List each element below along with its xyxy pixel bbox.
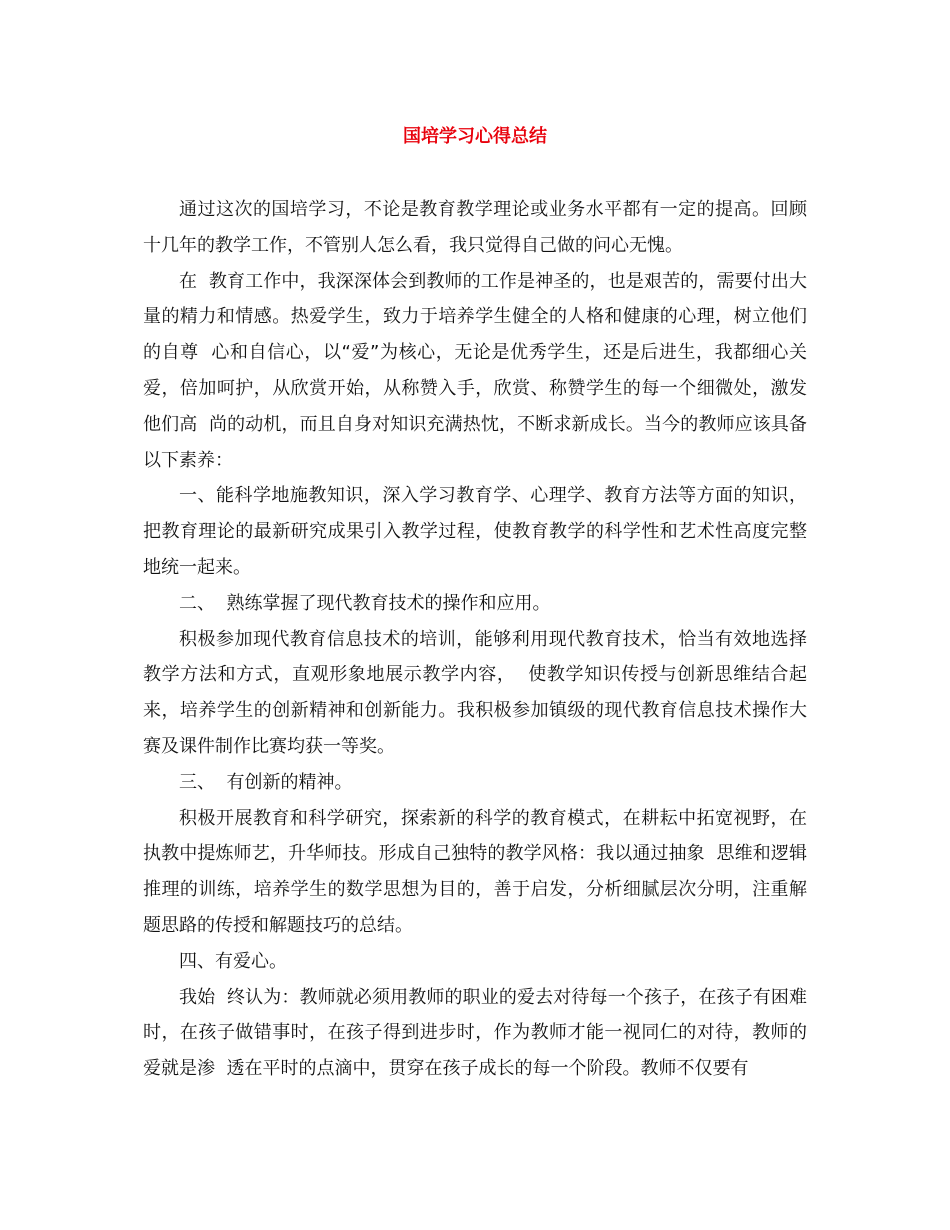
paragraph: 积极参加现代教育信息技术的培训，能够利用现代教育技术，恰当有效地选择教学方法和方式，直观形象地展示教学内容， 使教学知识传授与创新思维结合起来，培养学生的创新精神和创新能力。我积极参加镇级的现代教育信息技术操作大赛及课件制作比赛均获一等奖。 [143,628,807,757]
paragraph: 通过这次的国培学习，不论是教育教学理论或业务水平都有一定的提高。回顾十几年的教学工作，不管别人怎么看，我只觉得自己做的问心无愧。 [143,199,807,256]
paragraph: 我始 终认为：教师就必须用教师的职业的爱去对待每一个孩子，在孩子有困难时，在孩子做错事时，在孩子得到进步时，作为教师才能一视同仁的对待，教师的爱就是渗 透在平时的点滴中，贯穿在孩子成长的每一个阶段。教师不仅要有 [143,986,807,1080]
paragraph: 积极开展教育和科学研究，探索新的科学的教育模式，在耕耘中拓宽视野，在执教中提炼师艺，升华师技。形成自己独特的教学风格：我以通过抽象 思维和逻辑推理的训练，培养学生的数学思想为目的，善于启发，分析细腻层次分明，注重解题思路的传授和解题技巧的总结。 [143,807,807,936]
document-body [143,192,807,1087]
paragraph: 在 教育工作中，我深深体会到教师的工作是神圣的，也是艰苦的，需要付出大量的精力和情感。热爱学生，致力于培养学生健全的人格和健康的心理，树立他们的自尊 心和自信心，以“爱”为核心，无论是优秀学生，还是后进生，我都细心关爱，倍加呵护，从欣赏开始，从称赞入手，欣赏、称赞学生的每一个细微处，激发他们高 尚的动机，而且自身对知识充满热忱，不断求新成长。当今的教师应该具备以下素养： [143,270,807,471]
paragraph: 一、能科学地施教知识，深入学习教育学、心理学、教育方法等方面的知识，把教育理论的最新研究成果引入教学过程，使教育教学的科学性和艺术性高度完整地统一起来。 [143,485,807,578]
document-title: 国培学习心得总结 [403,126,547,147]
paragraph: 二、 熟练掌握了现代教育技术的操作和应用。 [179,592,551,614]
paragraph: 四、有爱心。 [179,950,287,972]
paragraph: 三、 有创新的精神。 [179,771,353,793]
